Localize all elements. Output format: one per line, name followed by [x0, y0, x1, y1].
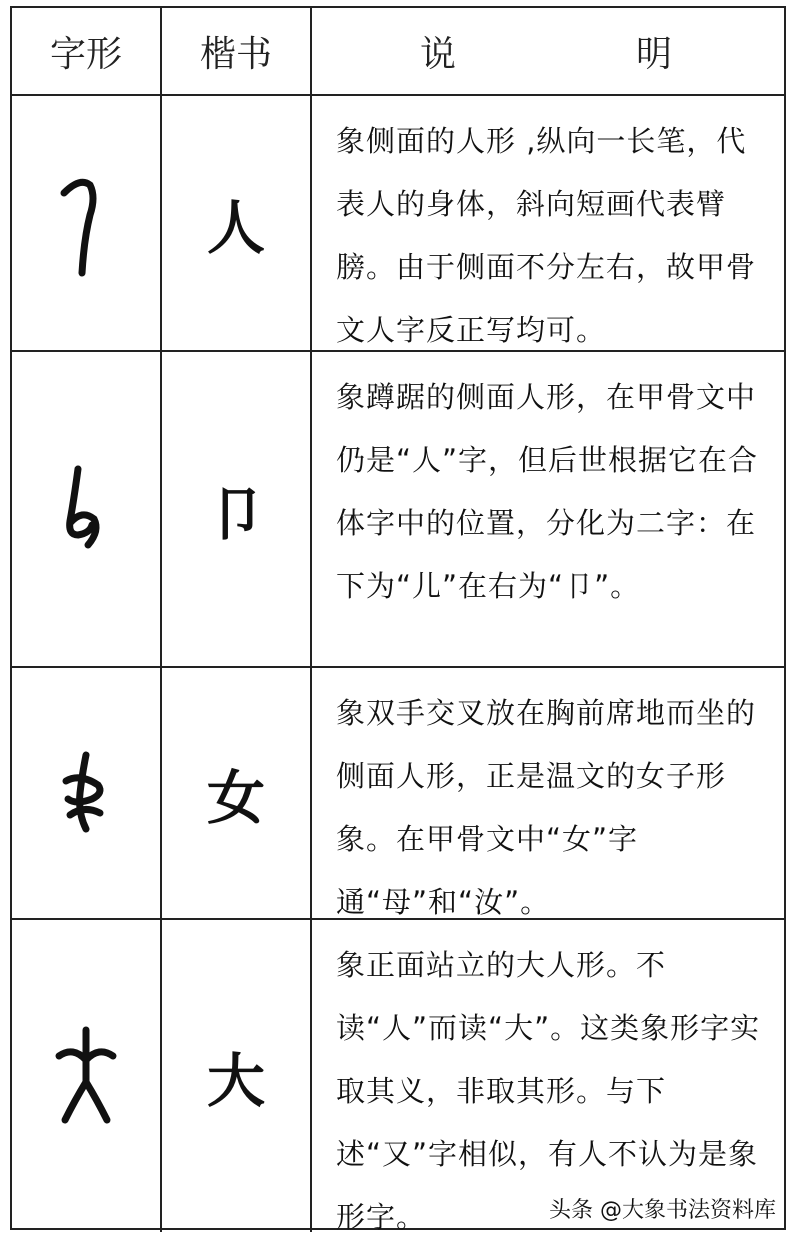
desc-cell — [312, 920, 784, 1232]
desc-cell — [312, 668, 784, 918]
kai-character: 卩 — [206, 480, 265, 548]
oracle-bone-ren-icon — [56, 163, 116, 283]
desc-cell — [312, 352, 784, 666]
header-cell-form — [12, 8, 162, 94]
oracle-bone-da-icon — [51, 1016, 121, 1136]
table-header-row — [12, 8, 784, 96]
description-text: 象双手交叉放在胸前席地而坐的侧面人形，正是温文的女子形象。在甲骨文中“女”字通“母”和“汝”。 — [336, 696, 757, 919]
table-row — [12, 96, 784, 352]
glyph-cell — [12, 920, 162, 1232]
glyph-cell — [12, 96, 162, 350]
header-kai-label: 楷书 — [199, 33, 272, 75]
kai-cell — [162, 920, 312, 1232]
kai-character: 人 — [206, 194, 265, 262]
watermark: 头条 @大象书法资料库 — [543, 1191, 782, 1226]
kai-cell — [162, 668, 312, 918]
table-row — [12, 352, 784, 668]
desc-cell — [312, 96, 784, 350]
header-desc-label-2: 明 — [636, 33, 673, 75]
table-row — [12, 668, 784, 920]
header-form-label: 字形 — [49, 33, 122, 75]
header-cell-desc — [312, 8, 784, 94]
oracle-bone-nv-icon — [56, 733, 116, 853]
description-text: 象正面站立的大人形。不读“人”而读“大”。这类象形字实取其义，非取其形。与下述“又”字相似，有人不认为是象形字。 — [336, 948, 761, 1234]
description-text: 象侧面的人形 ,纵向一长笔，代表人的身体，斜向短画代表臂膀。由于侧面不分左右，故甲骨文人字反正写均可。 — [336, 124, 757, 347]
kai-character: 女 — [206, 764, 265, 832]
description-text: 象蹲踞的侧面人形，在甲骨文中仍是“人”字，但后世根据它在合体字中的位置，分化为二字：在下为“儿”在右为“卩”。 — [336, 380, 759, 603]
kai-cell — [162, 96, 312, 350]
kai-character: 大 — [206, 1047, 265, 1115]
header-cell-kai — [162, 8, 312, 94]
oracle-bone-jie-icon — [56, 449, 116, 569]
glyph-cell — [12, 352, 162, 666]
header-desc-label-1: 说 — [420, 33, 457, 75]
kai-cell — [162, 352, 312, 666]
glyph-cell — [12, 668, 162, 918]
character-table — [10, 6, 786, 1234]
table-row — [12, 920, 784, 1232]
